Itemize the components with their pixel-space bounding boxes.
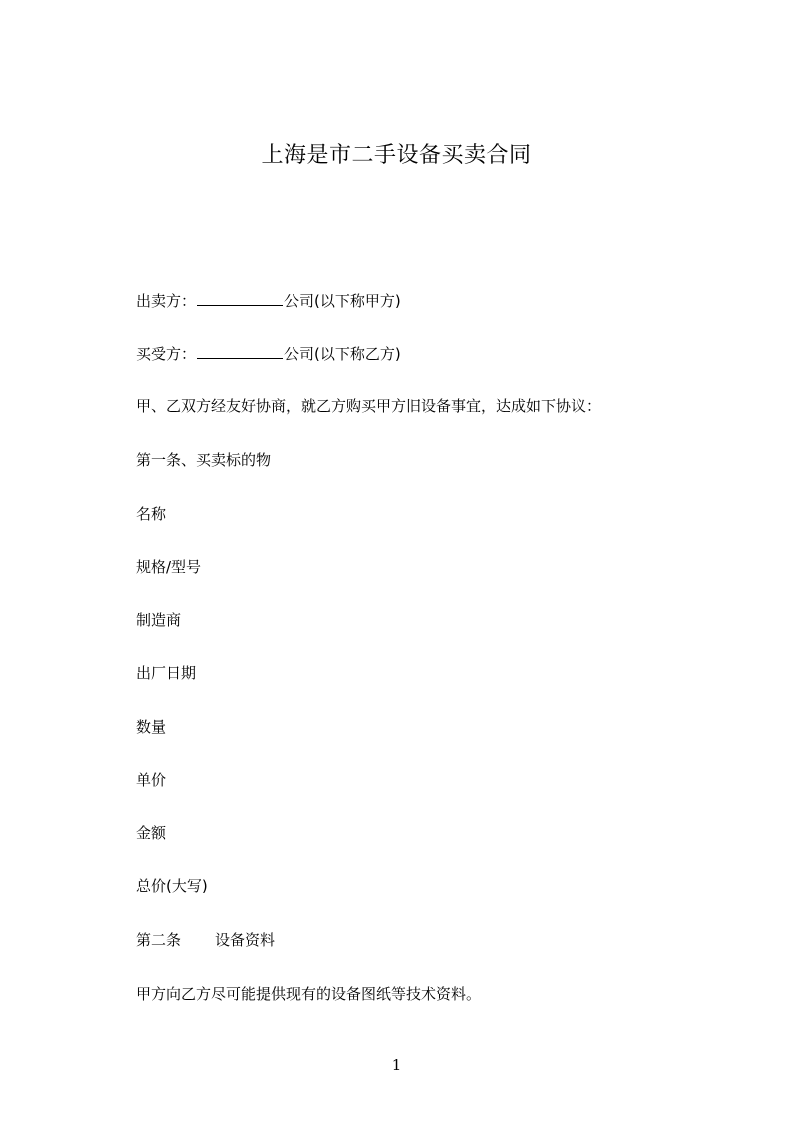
article1-heading: 第一条、买卖标的物	[136, 451, 272, 469]
buyer-line	[136, 342, 401, 365]
field-total-price: 总价(大写)	[136, 877, 208, 895]
field-amount: 金额	[136, 824, 167, 842]
page-number: 1	[391, 1056, 402, 1074]
field-unit-price: 单价	[136, 771, 167, 789]
seller-suffix: 公司(以下称甲方)	[284, 292, 401, 310]
field-manufacturer: 制造商	[136, 611, 182, 629]
seller-label: 出卖方：	[136, 292, 197, 310]
article2-number: 第二条	[136, 931, 182, 949]
article2-title: 设备资料	[215, 931, 276, 949]
seller-line	[136, 289, 401, 312]
field-spec-model: 规格/型号	[136, 558, 202, 576]
article2-heading	[136, 929, 275, 951]
field-quantity: 数量	[136, 718, 167, 736]
field-manufacture-date: 出厂日期	[136, 664, 197, 682]
field-name: 名称	[136, 505, 167, 523]
buyer-suffix: 公司(以下称乙方)	[284, 345, 401, 363]
seller-name-blank	[197, 289, 283, 306]
preamble: 甲、乙双方经友好协商，就乙方购买甲方旧设备事宜，达成如下协议：	[136, 397, 602, 415]
contract-title: 上海是市二手设备买卖合同	[261, 143, 532, 168]
article2-body: 甲方向乙方尽可能提供现有的设备图纸等技术资料。	[136, 985, 482, 1003]
buyer-label: 买受方：	[136, 345, 197, 363]
buyer-name-blank	[197, 342, 283, 359]
